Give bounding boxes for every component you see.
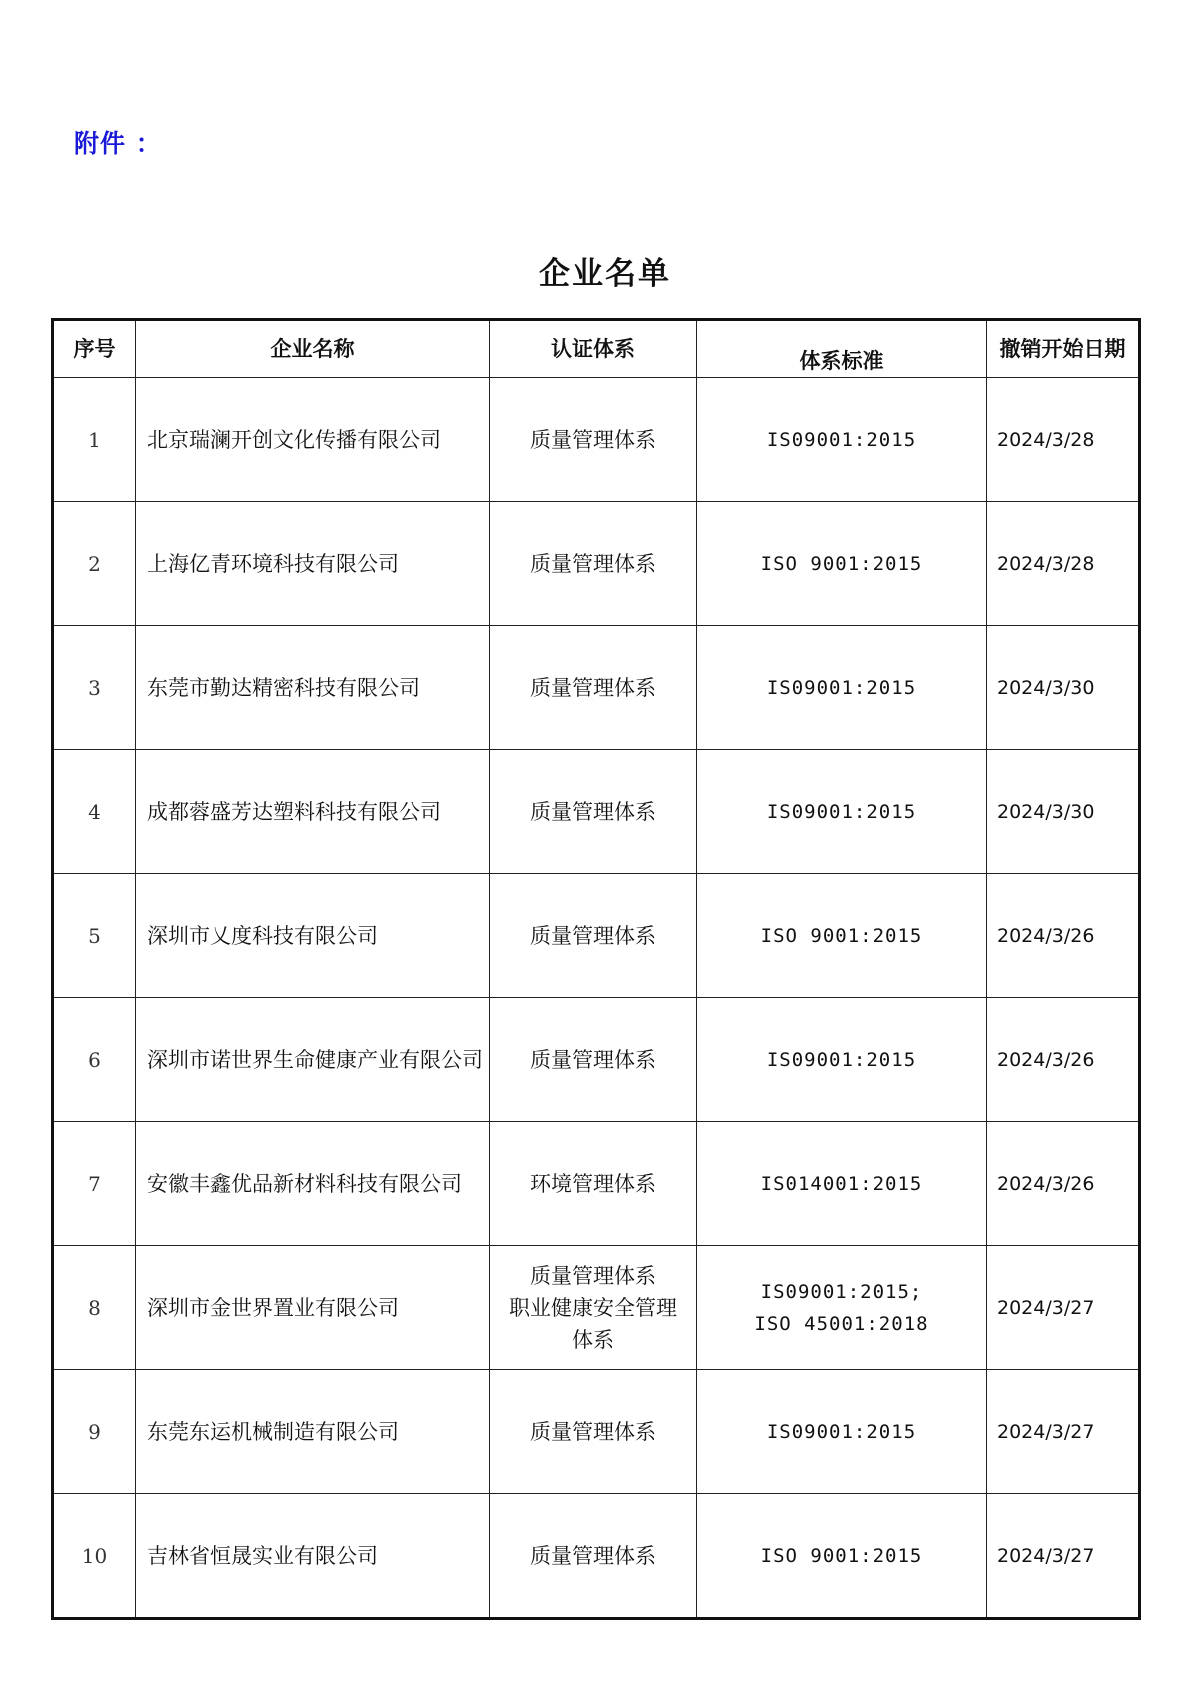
cell-serial: 4 bbox=[53, 750, 136, 874]
cell-system-standard bbox=[697, 1122, 987, 1246]
table-row bbox=[53, 378, 1140, 502]
cell-revocation-date: 2024/3/28 bbox=[987, 502, 1140, 626]
system-standard-line: IS09001:2015 bbox=[766, 1420, 917, 1443]
cell-certification-system bbox=[490, 1494, 697, 1619]
cell-system-standard bbox=[697, 626, 987, 750]
cell-company-name: 东莞东运机械制造有限公司 bbox=[136, 1370, 490, 1494]
cell-company-name: 深圳市金世界置业有限公司 bbox=[136, 1246, 490, 1370]
cell-company-name: 东莞市勤达精密科技有限公司 bbox=[136, 626, 490, 750]
cell-certification-system bbox=[490, 1122, 697, 1246]
cell-revocation-date: 2024/3/27 bbox=[987, 1370, 1140, 1494]
certification-system-line: 质量管理体系 bbox=[530, 799, 656, 824]
table-row bbox=[53, 1494, 1140, 1619]
cell-system-standard bbox=[697, 998, 987, 1122]
system-standard-line: ISO 9001:2015 bbox=[760, 552, 923, 575]
cell-system-standard bbox=[697, 750, 987, 874]
table-row bbox=[53, 874, 1140, 998]
cell-serial: 7 bbox=[53, 1122, 136, 1246]
system-standard-line: IS014001:2015 bbox=[760, 1172, 923, 1195]
certification-system-line: 体系 bbox=[572, 1327, 614, 1352]
header-revocation-date: 撤销开始日期 bbox=[987, 320, 1140, 378]
system-standard-line: ISO 9001:2015 bbox=[760, 924, 923, 947]
cell-certification-system bbox=[490, 998, 697, 1122]
cell-revocation-date: 2024/3/30 bbox=[987, 626, 1140, 750]
table-row bbox=[53, 1246, 1140, 1370]
cell-revocation-date: 2024/3/27 bbox=[987, 1494, 1140, 1619]
certification-system-line: 质量管理体系 bbox=[530, 923, 656, 948]
system-standard-line: IS09001:2015 bbox=[766, 800, 917, 823]
table-body bbox=[53, 378, 1140, 1619]
cell-revocation-date: 2024/3/26 bbox=[987, 874, 1140, 998]
header-company-name: 企业名称 bbox=[136, 320, 490, 378]
cell-revocation-date: 2024/3/26 bbox=[987, 1122, 1140, 1246]
cell-system-standard bbox=[697, 502, 987, 626]
cell-certification-system bbox=[490, 1246, 697, 1370]
certification-system-line: 环境管理体系 bbox=[530, 1171, 656, 1196]
cell-revocation-date: 2024/3/30 bbox=[987, 750, 1140, 874]
cell-revocation-date: 2024/3/27 bbox=[987, 1246, 1140, 1370]
system-standard-line: ISO 9001:2015 bbox=[760, 1544, 923, 1567]
certification-system-line: 质量管理体系 bbox=[530, 1047, 656, 1072]
cell-serial: 2 bbox=[53, 502, 136, 626]
certification-system-line: 质量管理体系 bbox=[530, 1419, 656, 1444]
cell-serial: 3 bbox=[53, 626, 136, 750]
system-standard-line: IS09001:2015 bbox=[766, 428, 917, 451]
system-standard-line: IS09001:2015 bbox=[766, 1048, 917, 1071]
cell-certification-system bbox=[490, 874, 697, 998]
header-system-standard: 体系标准 bbox=[697, 320, 987, 378]
table-header-row bbox=[53, 320, 1140, 378]
table-row bbox=[53, 502, 1140, 626]
table-row bbox=[53, 750, 1140, 874]
cell-serial: 6 bbox=[53, 998, 136, 1122]
cell-company-name: 安徽丰鑫优品新材料科技有限公司 bbox=[136, 1122, 490, 1246]
cell-company-name: 成都蓉盛芳达塑料科技有限公司 bbox=[136, 750, 490, 874]
system-standard-line: ISO 45001:2018 bbox=[754, 1312, 929, 1335]
certification-system-line: 职业健康安全管理 bbox=[509, 1295, 677, 1320]
cell-certification-system bbox=[490, 626, 697, 750]
cell-system-standard bbox=[697, 378, 987, 502]
cell-serial: 10 bbox=[53, 1494, 136, 1619]
cell-revocation-date: 2024/3/26 bbox=[987, 998, 1140, 1122]
header-certification-system: 认证体系 bbox=[490, 320, 697, 378]
table-row bbox=[53, 626, 1140, 750]
certification-system-line: 质量管理体系 bbox=[530, 551, 656, 576]
table-row bbox=[53, 1122, 1140, 1246]
cell-company-name: 深圳市诺世界生命健康产业有限公司 bbox=[136, 998, 490, 1122]
table-row bbox=[53, 998, 1140, 1122]
table-row bbox=[53, 1370, 1140, 1494]
cell-certification-system bbox=[490, 1370, 697, 1494]
cell-company-name: 吉林省恒晟实业有限公司 bbox=[136, 1494, 490, 1619]
cell-company-name: 深圳市乂度科技有限公司 bbox=[136, 874, 490, 998]
cell-system-standard bbox=[697, 1370, 987, 1494]
attachment-label: 附件 ： bbox=[74, 129, 162, 158]
cell-company-name: 上海亿青环境科技有限公司 bbox=[136, 502, 490, 626]
company-table bbox=[51, 318, 1141, 1620]
cell-certification-system bbox=[490, 378, 697, 502]
cell-certification-system bbox=[490, 750, 697, 874]
cell-serial: 9 bbox=[53, 1370, 136, 1494]
cell-certification-system bbox=[490, 502, 697, 626]
cell-serial: 1 bbox=[53, 378, 136, 502]
certification-system-line: 质量管理体系 bbox=[530, 675, 656, 700]
document-title: 企业名单 bbox=[539, 256, 671, 292]
cell-system-standard bbox=[697, 1494, 987, 1619]
certification-system-line: 质量管理体系 bbox=[530, 427, 656, 452]
cell-serial: 5 bbox=[53, 874, 136, 998]
certification-system-line: 质量管理体系 bbox=[530, 1543, 656, 1568]
cell-system-standard bbox=[697, 1246, 987, 1370]
cell-serial: 8 bbox=[53, 1246, 136, 1370]
system-standard-line: IS09001:2015 bbox=[766, 676, 917, 699]
cell-system-standard bbox=[697, 874, 987, 998]
system-standard-line: IS09001:2015; bbox=[760, 1280, 923, 1303]
certification-system-line: 质量管理体系 bbox=[530, 1263, 656, 1288]
cell-company-name: 北京瑞澜开创文化传播有限公司 bbox=[136, 378, 490, 502]
cell-revocation-date: 2024/3/28 bbox=[987, 378, 1140, 502]
header-serial: 序号 bbox=[53, 320, 136, 378]
